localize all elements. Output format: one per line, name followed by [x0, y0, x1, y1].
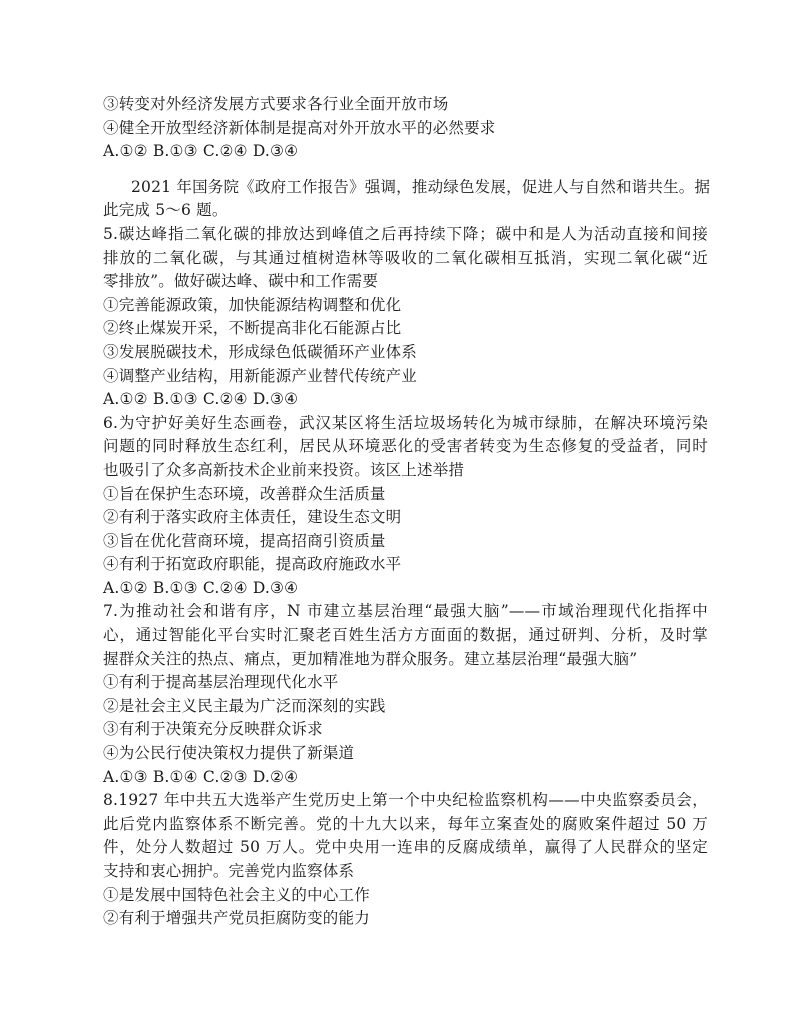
intro-line-2: 此完成 5～6 题。: [103, 201, 228, 220]
option-1: ①有利于提高基层治理现代化水平: [103, 673, 339, 692]
answer-choices: A.①③ B.①④ C.②③ D.②④: [103, 767, 299, 786]
question-stem-line: 6.为守护好美好生态画卷，武汉某区将生活垃圾场转化为城市绿肺，在解决环境污染: [103, 413, 708, 432]
option-4: ④调整产业结构，用新能源产业替代传统产业: [103, 366, 418, 385]
option-4: ④健全开放型经济新体制是提高对外开放水平的必然要求: [103, 118, 496, 137]
answer-choices: A.①② B.①③ C.②④ D.③④: [103, 390, 299, 409]
question-8: [103, 789, 708, 931]
question-stem-line: 排放的二氧化碳，与其通过植树造林等吸收的二氧化碳相互抵消，实现二氧化碳“近: [103, 248, 708, 267]
question-stem-line: 也吸引了众多高新技术企业前来投资。该区上述举措: [103, 460, 465, 479]
question-stem-line: 此后党内监察体系不断完善。党的十九大以来，每年立案查处的腐败案件超过 50 万: [103, 814, 708, 833]
option-1: ①是发展中国特色社会主义的中心工作: [103, 885, 370, 904]
previous-question-tail: [103, 93, 708, 164]
page-content: [103, 93, 711, 931]
question-stem-line: 7.为推动社会和谐有序，N 市建立基层治理“最强大脑”——市域治理现代化指挥中: [103, 602, 708, 621]
option-4: ④为公民行使决策权力提供了新渠道: [103, 744, 355, 763]
option-2: ②有利于落实政府主体责任，建设生态文明: [103, 508, 402, 527]
question-stem-line: 件，处分人数超过 50 万人。党中央用一连串的反腐成绩单，赢得了人民群众的坚定: [103, 838, 708, 857]
intro-line-1: 2021 年国务院《政府工作报告》强调，推动绿色发展，促进人与自然和谐共生。据: [131, 177, 711, 196]
question-stem-line: 零排放”。做好碳达峰、碳中和工作需要: [103, 272, 379, 291]
option-2: ②终止煤炭开采，不断提高非化石能源占比: [103, 319, 402, 338]
question-7: [103, 600, 708, 789]
question-stem-line: 问题的同时释放生态红利，居民从环境恶化的受害者转变为生态修复的受益者，同时: [103, 437, 708, 456]
option-3: ③有利于决策充分反映群众诉求: [103, 720, 323, 739]
option-4: ④有利于拓宽政府职能，提高政府施政水平: [103, 555, 402, 574]
option-1: ①完善能源政策，加快能源结构调整和优化: [103, 295, 402, 314]
option-3: ③转变对外经济发展方式要求各行业全面开放市场: [103, 95, 449, 113]
spacer: [103, 164, 708, 176]
option-1: ①旨在保护生态环境，改善群众生活质量: [103, 484, 386, 503]
option-3: ③旨在优化营商环境，提高招商引资质量: [103, 531, 386, 550]
question-stem-line: 5.碳达峰指二氧化碳的排放达到峰值之后再持续下降；碳中和是人为活动直接和间接: [103, 224, 708, 243]
answer-choices: A.①② B.①③ C.②④ D.③④: [103, 142, 299, 161]
answer-choices: A.①② B.①③ C.②④ D.③④: [103, 578, 299, 597]
question-stem-line: 8.1927 年中共五大选举产生党历史上第一个中央纪检监察机构——中央监察委员会，: [103, 791, 708, 810]
question-stem-line: 握群众关注的热点、痛点，更加精准地为群众服务。建立基层治理“最强大脑”: [103, 649, 638, 668]
question-stem-line: 支持和衷心拥护。完善党内监察体系: [103, 862, 355, 880]
section-intro: [103, 176, 711, 223]
question-5: [103, 223, 708, 412]
question-stem-line: 心，通过智能化平台实时汇聚老百姓生活方方面面的数据，通过研判、分析，及时掌: [103, 626, 708, 645]
option-3: ③发展脱碳技术，形成绿色低碳循环产业体系: [103, 342, 418, 361]
question-6: [103, 412, 708, 601]
option-2: ②是社会主义民主最为广泛而深刻的实践: [103, 696, 386, 715]
option-2: ②有利于增强共产党员拒腐防变的能力: [103, 909, 370, 928]
